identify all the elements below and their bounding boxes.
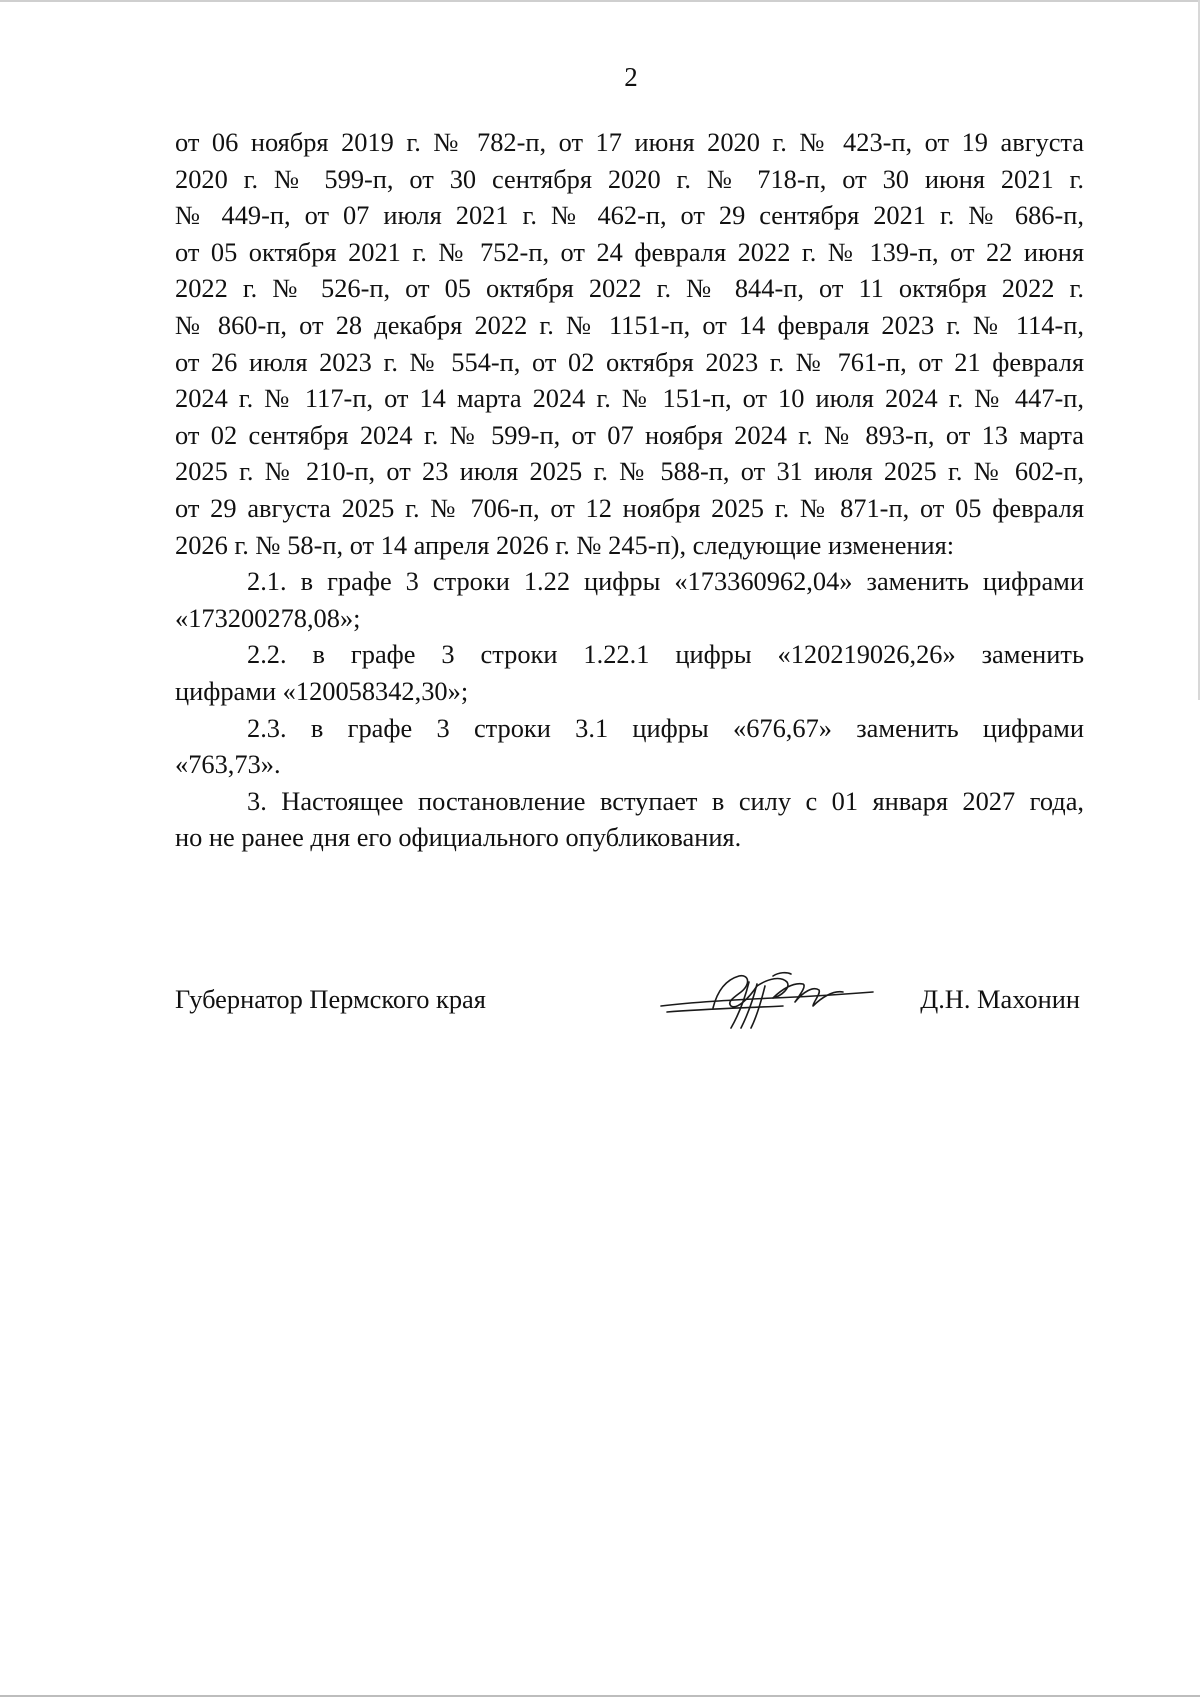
text-line: № 860-п, от 28 декабря 2022 г. № 1151-п, от 14 февраля 2023 г. № 114-п, (175, 309, 1084, 340)
amendment-2-2-line: 2.2. в графе 3 строки 1.22.1 цифры «120219026,26» заменить (247, 639, 1084, 670)
document-body (175, 124, 1084, 856)
signature-block (175, 984, 1080, 1064)
text-line: от 29 августа 2025 г. № 706-п, от 12 ноября 2025 г. № 871-п, от 05 февраля (175, 492, 1084, 523)
amendment-2-1-line: «173200278,08»; (175, 602, 361, 633)
text-line: 2025 г. № 210-п, от 23 июля 2025 г. № 588-п, от 31 июля 2025 г. № 602-п, (175, 456, 1084, 487)
signer-position: Губернатор Пермского края (175, 984, 486, 1014)
amendment-2-3-line: 2.3. в графе 3 строки 3.1 цифры «676,67» заменить цифрами (247, 712, 1084, 743)
signer-name: Д.Н. Махонин (920, 984, 1080, 1014)
handwritten-signature (653, 962, 883, 1042)
text-line: от 02 сентября 2024 г. № 599-п, от 07 ноября 2024 г. № 893-п, от 13 марта (175, 419, 1084, 450)
text-line: от 05 октября 2021 г. № 752-п, от 24 февраля 2022 г. № 139-п, от 22 июня (175, 236, 1084, 267)
text-line: 2026 г. № 58-п, от 14 апреля 2026 г. № 245-п), следующие изменения: (175, 529, 955, 560)
amendment-2-1-line: 2.1. в графе 3 строки 1.22 цифры «173360962,04» заменить цифрами (247, 566, 1084, 597)
text-line: от 06 ноября 2019 г. № 782-п, от 17 июня 2020 г. № 423-п, от 19 августа (175, 127, 1084, 157)
text-line: 2020 г. № 599-п, от 30 сентября 2020 г. № 718-п, от 30 июня 2021 г. (175, 163, 1084, 194)
text-line: 2022 г. № 526-п, от 05 октября 2022 г. № 844-п, от 11 октября 2022 г. (175, 273, 1084, 304)
effective-date-line: но не ранее дня его официального опубликования. (175, 822, 742, 853)
text-line: 2024 г. № 117-п, от 14 марта 2024 г. № 151-п, от 10 июля 2024 г. № 447-п, (175, 383, 1084, 414)
text-line: № 449-п, от 07 июля 2021 г. № 462-п, от 29 сентября 2021 г. № 686-п, (175, 200, 1084, 231)
amendment-2-3-line: «763,73». (175, 749, 281, 780)
text-line: от 26 июля 2023 г. № 554-п, от 02 октября 2023 г. № 761-п, от 21 февраля (175, 346, 1084, 377)
amendment-2-2-line: цифрами «120058342,30»; (175, 675, 469, 706)
effective-date-line: 3. Настоящее постановление вступает в силу с 01 января 2027 года, (247, 785, 1084, 816)
page-number: 2 (624, 62, 638, 92)
scan-edge-top (0, 0, 1200, 2)
